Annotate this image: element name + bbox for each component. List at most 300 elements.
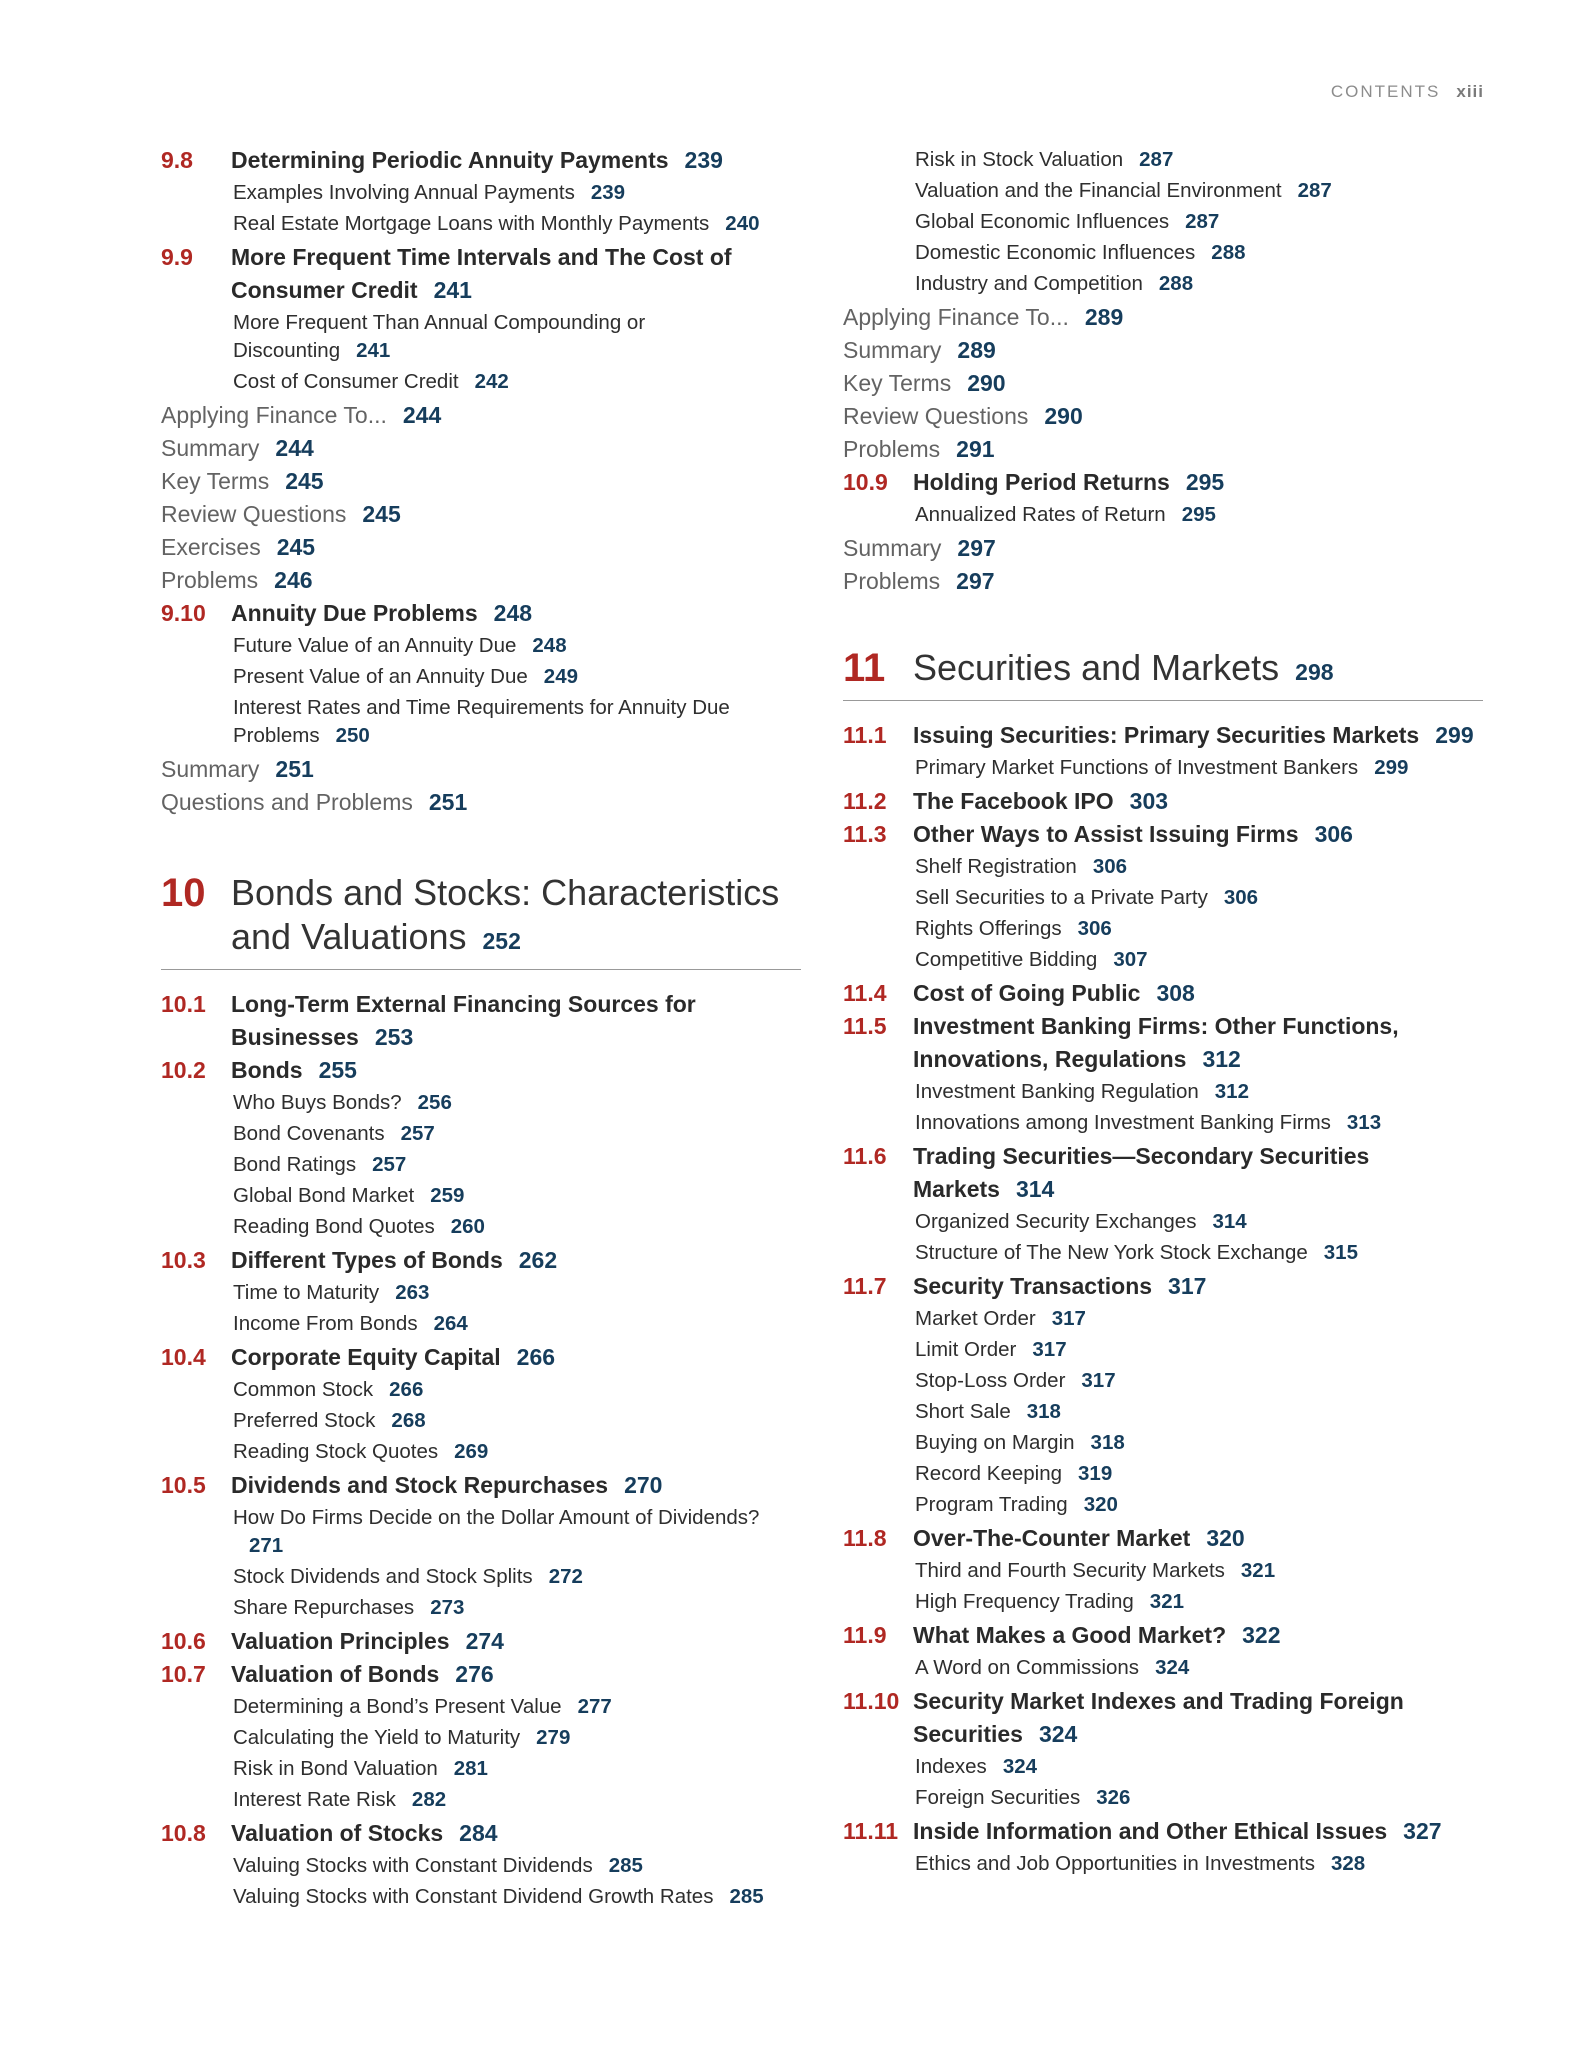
entry-page-number: 306 <box>1223 886 1259 909</box>
entry-page-number: 299 <box>1435 722 1474 748</box>
entry-title: Interest Rates and Time Requirements for Annuity Due Problems <box>233 696 730 747</box>
toc-subsection-entry <box>161 210 801 238</box>
entry-title: Summary <box>161 756 260 782</box>
toc-subsection-entry <box>843 1784 1483 1812</box>
entry-title: Reading Stock Quotes <box>233 1440 439 1463</box>
entry-page-number: 246 <box>274 567 313 593</box>
entry-page-number: 239 <box>590 181 626 204</box>
entry-page-number: 241 <box>433 277 472 303</box>
toc-section-entry <box>161 1054 801 1087</box>
toc-end-matter-entry <box>843 334 1483 367</box>
section-number: 11.9 <box>843 1622 887 1648</box>
toc-list <box>843 719 1483 1878</box>
toc-subsection-entry <box>161 1852 801 1880</box>
entry-page-number: 287 <box>1297 179 1332 202</box>
page-folio: xiii <box>1456 82 1484 101</box>
entry-title: Indexes <box>915 1755 987 1778</box>
entry-title: Cost of Consumer Credit <box>233 370 459 393</box>
entry-title: Reading Bond Quotes <box>233 1215 435 1238</box>
entry-page-number: 297 <box>956 568 995 594</box>
entry-title: Bonds <box>231 1057 303 1083</box>
entry-page-number: 288 <box>1211 241 1246 264</box>
toc-subsection-entry <box>843 946 1483 974</box>
section-number: 10.1 <box>161 991 206 1017</box>
entry-page-number: 306 <box>1092 855 1128 878</box>
toc-subsection-entry <box>843 1305 1483 1333</box>
entry-title: Review Questions <box>843 403 1029 429</box>
entry-page-number: 321 <box>1240 1559 1276 1582</box>
chapter-heading <box>843 646 1483 701</box>
toc-subsection-entry <box>843 1336 1483 1364</box>
entry-title: More Frequent Than Annual Compounding or Discounting <box>233 311 646 362</box>
entry-title: Global Bond Market <box>233 1184 415 1207</box>
entry-page-number: 326 <box>1096 1786 1131 1809</box>
entry-page-number: 263 <box>395 1281 430 1304</box>
toc-section-entry <box>843 1140 1483 1206</box>
entry-title: Market Order <box>915 1307 1036 1330</box>
toc-subsection-entry <box>843 1367 1483 1395</box>
entry-title: Applying Finance To... <box>843 304 1069 330</box>
entry-page-number: 264 <box>433 1312 468 1335</box>
toc-subsection-entry <box>843 1398 1483 1426</box>
entry-title: Investment Banking Regulation <box>915 1080 1199 1103</box>
entry-page-number: 288 <box>1158 272 1194 295</box>
entry-title: High Frequency Trading <box>915 1590 1134 1613</box>
toc-subsection-entry <box>843 1109 1483 1137</box>
entry-title: Interest Rate Risk <box>233 1788 396 1811</box>
entry-page-number: 249 <box>543 665 579 688</box>
toc-section-entry <box>161 1625 801 1658</box>
entry-title: Buying on Margin <box>915 1431 1075 1454</box>
section-number: 11.5 <box>843 1013 887 1039</box>
entry-page-number: 284 <box>459 1820 498 1846</box>
entry-title: Summary <box>843 535 942 561</box>
section-number: 10.2 <box>161 1057 206 1083</box>
entry-title: Global Economic Influences <box>915 210 1170 233</box>
chapter-title: Securities and Markets <box>913 647 1280 688</box>
toc-section-entry <box>843 1815 1483 1848</box>
entry-title: Valuation of Bonds <box>231 1661 440 1687</box>
entry-title: Who Buys Bonds? <box>233 1091 402 1114</box>
entry-title: Over-The-Counter Market <box>913 1525 1191 1551</box>
section-number: 10.8 <box>161 1820 206 1846</box>
toc-section-entry <box>161 1817 801 1850</box>
toc-section-entry <box>843 466 1483 499</box>
toc-end-matter-entry <box>843 301 1483 334</box>
entry-title: Common Stock <box>233 1378 374 1401</box>
entry-title: Summary <box>161 435 260 461</box>
entry-page-number: 268 <box>391 1409 426 1432</box>
toc-end-matter-entry <box>161 399 801 432</box>
toc-subsection-entry <box>843 501 1483 529</box>
entry-page-number: 299 <box>1374 756 1409 779</box>
entry-title: Determining a Bond’s Present Value <box>233 1695 562 1718</box>
entry-title: Security Transactions <box>913 1273 1153 1299</box>
entry-title: Problems <box>843 436 941 462</box>
entry-page-number: 259 <box>430 1184 465 1207</box>
entry-title: Valuation of Stocks <box>231 1820 444 1846</box>
entry-title: More Frequent Time Intervals and The Cost of Consumer Credit <box>231 244 732 303</box>
toc-subsection-entry <box>161 1504 801 1560</box>
toc-subsection-entry <box>161 309 801 365</box>
entry-title: Questions and Problems <box>161 789 413 815</box>
entry-title: Key Terms <box>843 370 952 396</box>
entry-page-number: 253 <box>374 1024 414 1050</box>
chapter-page-number: 298 <box>1295 659 1334 685</box>
entry-title: Preferred Stock <box>233 1409 376 1432</box>
entry-title: Other Ways to Assist Issuing Firms <box>913 821 1299 847</box>
entry-title: Bond Covenants <box>233 1122 385 1145</box>
entry-page-number: 315 <box>1323 1241 1358 1264</box>
toc-subsection-entry <box>843 177 1483 205</box>
toc-subsection-entry <box>161 1089 801 1117</box>
entry-page-number: 303 <box>1129 788 1169 814</box>
entry-title: The Facebook IPO <box>913 788 1114 814</box>
entry-page-number: 306 <box>1077 917 1112 940</box>
chapter-page-number: 252 <box>482 928 521 954</box>
section-number: 10.3 <box>161 1247 206 1273</box>
toc-end-matter-entry <box>843 367 1483 400</box>
entry-title: Valuing Stocks with Constant Dividends <box>233 1854 593 1877</box>
entry-page-number: 244 <box>402 402 442 428</box>
left-column <box>161 144 801 1914</box>
toc-subsection-entry <box>161 1755 801 1783</box>
toc-subsection-entry <box>843 208 1483 236</box>
entry-title: Annualized Rates of Return <box>915 503 1166 526</box>
right-column <box>843 144 1483 1881</box>
entry-page-number: 317 <box>1168 1273 1207 1299</box>
section-number: 11.3 <box>843 821 887 847</box>
entry-title: Bond Ratings <box>233 1153 357 1176</box>
entry-page-number: 295 <box>1185 469 1225 495</box>
entry-title: Key Terms <box>161 468 270 494</box>
toc-subsection-entry <box>161 1786 801 1814</box>
entry-title: Examples Involving Annual Payments <box>233 181 575 204</box>
entry-page-number: 245 <box>362 501 401 527</box>
chapter-number: 11 <box>843 646 886 690</box>
entry-page-number: 266 <box>516 1344 556 1370</box>
entry-title: Investment Banking Firms: Other Functions, Innovations, Regulations <box>913 1013 1399 1072</box>
toc-section-entry <box>161 597 801 630</box>
toc-subsection-entry <box>161 1120 801 1148</box>
entry-title: Foreign Securities <box>915 1786 1081 1809</box>
toc-section-entry <box>843 977 1483 1010</box>
entry-title: Problems <box>161 567 259 593</box>
entry-page-number: 320 <box>1083 1493 1118 1516</box>
entry-title: A Word on Commissions <box>915 1656 1140 1679</box>
toc-end-matter-entry <box>161 786 801 819</box>
toc-subsection-entry <box>161 1182 801 1210</box>
entry-page-number: 285 <box>729 1885 764 1908</box>
toc-section-entry <box>161 1341 801 1374</box>
toc-list <box>161 144 801 819</box>
entry-title: Valuing Stocks with Constant Dividend Growth Rates <box>233 1885 714 1908</box>
entry-page-number: 244 <box>275 435 314 461</box>
toc-subsection-entry <box>843 1208 1483 1236</box>
section-number: 11.4 <box>843 980 887 1006</box>
entry-title: Stock Dividends and Stock Splits <box>233 1565 533 1588</box>
entry-title: Structure of The New York Stock Exchange <box>915 1241 1308 1264</box>
entry-title: Ethics and Job Opportunities in Investments <box>915 1852 1315 1875</box>
toc-subsection-entry <box>843 1239 1483 1267</box>
toc-end-matter-entry <box>161 564 801 597</box>
running-head <box>1331 82 1484 102</box>
section-number: 10.7 <box>161 1661 206 1687</box>
section-number: 10.4 <box>161 1344 206 1370</box>
entry-page-number: 241 <box>356 339 391 362</box>
entry-page-number: 285 <box>608 1854 643 1877</box>
entry-page-number: 322 <box>1242 1622 1281 1648</box>
entry-title: Exercises <box>161 534 261 560</box>
toc-subsection-entry <box>161 1407 801 1435</box>
entry-page-number: 297 <box>957 535 996 561</box>
entry-title: Holding Period Returns <box>913 469 1170 495</box>
toc-subsection-entry <box>843 915 1483 943</box>
toc-subsection-entry <box>843 1753 1483 1781</box>
entry-title: Review Questions <box>161 501 347 527</box>
entry-title: Valuation and the Financial Environment <box>915 179 1282 202</box>
entry-page-number: 317 <box>1081 1369 1116 1392</box>
entry-title: Program Trading <box>915 1493 1068 1516</box>
entry-title: How Do Firms Decide on the Dollar Amount of Dividends? <box>233 1506 760 1529</box>
toc-subsection-entry <box>843 1850 1483 1878</box>
entry-title: Short Sale <box>915 1400 1011 1423</box>
entry-title: Innovations among Investment Banking Firms <box>915 1111 1331 1134</box>
entry-page-number: 290 <box>1044 403 1083 429</box>
entry-title: Sell Securities to a Private Party <box>915 886 1208 909</box>
entry-page-number: 291 <box>956 436 995 462</box>
toc-subsection-entry <box>161 368 801 396</box>
entry-page-number: 308 <box>1156 980 1195 1006</box>
entry-page-number: 257 <box>400 1122 435 1145</box>
section-number: 11.7 <box>843 1273 887 1299</box>
entry-page-number: 270 <box>624 1472 663 1498</box>
entry-title: Primary Market Functions of Investment Bankers <box>915 756 1359 779</box>
entry-page-number: 289 <box>957 337 996 363</box>
chapter-number: 10 <box>161 871 206 915</box>
entry-title: Applying Finance To... <box>161 402 387 428</box>
chapter-title: Bonds and Stocks: Characteristics and Valuations <box>231 872 780 957</box>
toc-list <box>843 146 1483 598</box>
entry-title: Stop-Loss Order <box>915 1369 1066 1392</box>
entry-title: Industry and Competition <box>915 272 1143 295</box>
entry-page-number: 289 <box>1084 304 1124 330</box>
toc-subsection-entry <box>843 146 1483 174</box>
entry-page-number: 324 <box>1002 1755 1038 1778</box>
section-number: 9.10 <box>161 600 206 626</box>
entry-page-number: 314 <box>1015 1176 1055 1202</box>
entry-page-number: 260 <box>450 1215 485 1238</box>
entry-title: Security Market Indexes and Trading Foreign Securities <box>913 1688 1404 1747</box>
entry-page-number: 245 <box>276 534 316 560</box>
entry-title: Third and Fourth Security Markets <box>915 1559 1225 1582</box>
toc-end-matter-entry <box>843 565 1483 598</box>
entry-page-number: 277 <box>577 1695 612 1718</box>
entry-page-number: 269 <box>454 1440 489 1463</box>
entry-page-number: 274 <box>465 1628 504 1654</box>
toc-section-entry <box>161 1469 801 1502</box>
toc-subsection-entry <box>843 754 1483 782</box>
entry-title: Determining Periodic Annuity Payments <box>231 147 669 173</box>
toc-section-entry <box>161 1244 801 1277</box>
entry-page-number: 257 <box>372 1153 407 1176</box>
entry-page-number: 273 <box>430 1596 465 1619</box>
toc-subsection-entry <box>161 1438 801 1466</box>
entry-page-number: 250 <box>335 724 370 747</box>
toc-subsection-entry <box>161 694 801 750</box>
toc-section-entry <box>161 988 801 1054</box>
entry-page-number: 314 <box>1212 1210 1247 1233</box>
section-number: 10.6 <box>161 1628 206 1654</box>
toc-section-entry <box>161 144 801 177</box>
entry-page-number: 313 <box>1346 1111 1382 1134</box>
entry-page-number: 240 <box>725 212 760 235</box>
toc-section-entry <box>843 785 1483 818</box>
entry-page-number: 276 <box>455 1661 494 1687</box>
section-number: 11.1 <box>843 722 887 748</box>
running-head-title: CONTENTS <box>1330 82 1441 101</box>
toc-subsection-entry <box>161 1594 801 1622</box>
entry-title: Inside Information and Other Ethical Issues <box>913 1818 1388 1844</box>
toc-subsection-entry <box>843 1557 1483 1585</box>
entry-page-number: 319 <box>1078 1462 1113 1485</box>
entry-page-number: 245 <box>285 468 324 494</box>
entry-page-number: 255 <box>318 1057 357 1083</box>
entry-title: Income From Bonds <box>233 1312 418 1335</box>
entry-page-number: 317 <box>1051 1307 1086 1330</box>
entry-page-number: 312 <box>1214 1080 1249 1103</box>
toc-end-matter-entry <box>843 433 1483 466</box>
toc-subsection-entry <box>161 1310 801 1338</box>
toc-section-entry <box>843 1685 1483 1751</box>
entry-title: Summary <box>843 337 942 363</box>
toc-subsection-entry <box>843 270 1483 298</box>
entry-page-number: 318 <box>1090 1431 1125 1454</box>
entry-title: Future Value of an Annuity Due <box>233 634 517 657</box>
entry-title: Record Keeping <box>915 1462 1063 1485</box>
section-number: 10.9 <box>843 469 888 495</box>
entry-page-number: 272 <box>548 1565 583 1588</box>
toc-section-entry <box>843 1522 1483 1555</box>
entry-page-number: 327 <box>1403 1818 1442 1844</box>
entry-title: Shelf Registration <box>915 855 1077 878</box>
entry-title: Annuity Due Problems <box>231 600 478 626</box>
entry-title: Risk in Stock Valuation <box>915 148 1124 171</box>
toc-end-matter-entry <box>161 531 801 564</box>
section-number: 11.2 <box>843 788 887 814</box>
entry-page-number: 312 <box>1202 1046 1241 1072</box>
entry-page-number: 248 <box>493 600 533 626</box>
entry-title: Share Repurchases <box>233 1596 415 1619</box>
entry-page-number: 279 <box>536 1726 571 1749</box>
section-number: 9.8 <box>161 147 193 173</box>
entry-page-number: 239 <box>684 147 723 173</box>
entry-page-number: 317 <box>1032 1338 1067 1361</box>
entry-title: Rights Offerings <box>915 917 1062 940</box>
toc-end-matter-entry <box>161 753 801 786</box>
entry-page-number: 295 <box>1181 503 1216 526</box>
toc-subsection-entry <box>161 1724 801 1752</box>
toc-section-entry <box>843 1270 1483 1303</box>
toc-end-matter-entry <box>843 532 1483 565</box>
toc-end-matter-entry <box>843 400 1483 433</box>
toc-subsection-entry <box>161 1563 801 1591</box>
entry-page-number: 324 <box>1038 1721 1078 1747</box>
toc-list <box>161 988 801 1911</box>
entry-title: Dividends and Stock Repurchases <box>231 1472 609 1498</box>
entry-page-number: 318 <box>1026 1400 1061 1423</box>
entry-page-number: 321 <box>1149 1590 1185 1613</box>
entry-page-number: 251 <box>275 756 314 782</box>
entry-page-number: 282 <box>411 1788 447 1811</box>
entry-title: Present Value of an Annuity Due <box>233 665 528 688</box>
entry-page-number: 242 <box>474 370 509 393</box>
entry-page-number: 287 <box>1139 148 1174 171</box>
toc-section-entry <box>843 1619 1483 1652</box>
toc-subsection-entry <box>843 1078 1483 1106</box>
toc-end-matter-entry <box>161 465 801 498</box>
entry-title: Problems <box>843 568 941 594</box>
toc-subsection-entry <box>161 1151 801 1179</box>
entry-title: Risk in Bond Valuation <box>233 1757 438 1780</box>
entry-title: Issuing Securities: Primary Securities Markets <box>913 722 1420 748</box>
entry-page-number: 271 <box>249 1534 284 1557</box>
section-number: 9.9 <box>161 244 193 270</box>
entry-title: Trading Securities—Secondary Securities Markets <box>913 1143 1370 1202</box>
entry-page-number: 287 <box>1185 210 1220 233</box>
section-number: 11.10 <box>843 1688 900 1714</box>
toc-section-entry <box>843 818 1483 851</box>
entry-page-number: 262 <box>518 1247 558 1273</box>
entry-page-number: 266 <box>389 1378 424 1401</box>
toc-subsection-entry <box>843 853 1483 881</box>
toc-subsection-entry <box>161 1883 801 1911</box>
entry-title: Different Types of Bonds <box>231 1247 503 1273</box>
entry-title: Long-Term External Financing Sources for Businesses <box>231 991 696 1050</box>
entry-page-number: 256 <box>417 1091 452 1114</box>
entry-title: Calculating the Yield to Maturity <box>233 1726 521 1749</box>
entry-page-number: 320 <box>1206 1525 1245 1551</box>
toc-end-matter-entry <box>161 432 801 465</box>
toc-subsection-entry <box>843 1429 1483 1457</box>
entry-title: Time to Maturity <box>233 1281 380 1304</box>
section-number: 11.11 <box>843 1818 899 1844</box>
toc-subsection-entry <box>161 632 801 660</box>
entry-page-number: 307 <box>1113 948 1148 971</box>
toc-subsection-entry <box>843 1654 1483 1682</box>
toc-subsection-entry <box>161 663 801 691</box>
toc-subsection-entry <box>843 239 1483 267</box>
entry-page-number: 251 <box>428 789 468 815</box>
section-number: 11.8 <box>843 1525 887 1551</box>
section-number: 11.6 <box>843 1143 887 1169</box>
toc-section-entry <box>161 1658 801 1691</box>
entry-title: Competitive Bidding <box>915 948 1098 971</box>
toc-subsection-entry <box>161 1376 801 1404</box>
entry-title: What Makes a Good Market? <box>913 1622 1227 1648</box>
section-number: 10.5 <box>161 1472 206 1498</box>
entry-page-number: 248 <box>532 634 567 657</box>
entry-title: Domestic Economic Influences <box>915 241 1196 264</box>
toc-section-entry <box>161 241 801 307</box>
toc-subsection-entry <box>161 1279 801 1307</box>
toc-subsection-entry <box>161 179 801 207</box>
toc-subsection-entry <box>843 884 1483 912</box>
entry-page-number: 306 <box>1314 821 1353 847</box>
entry-title: Real Estate Mortgage Loans with Monthly Payments <box>233 212 710 235</box>
toc-subsection-entry <box>843 1588 1483 1616</box>
toc-subsection-entry <box>843 1491 1483 1519</box>
